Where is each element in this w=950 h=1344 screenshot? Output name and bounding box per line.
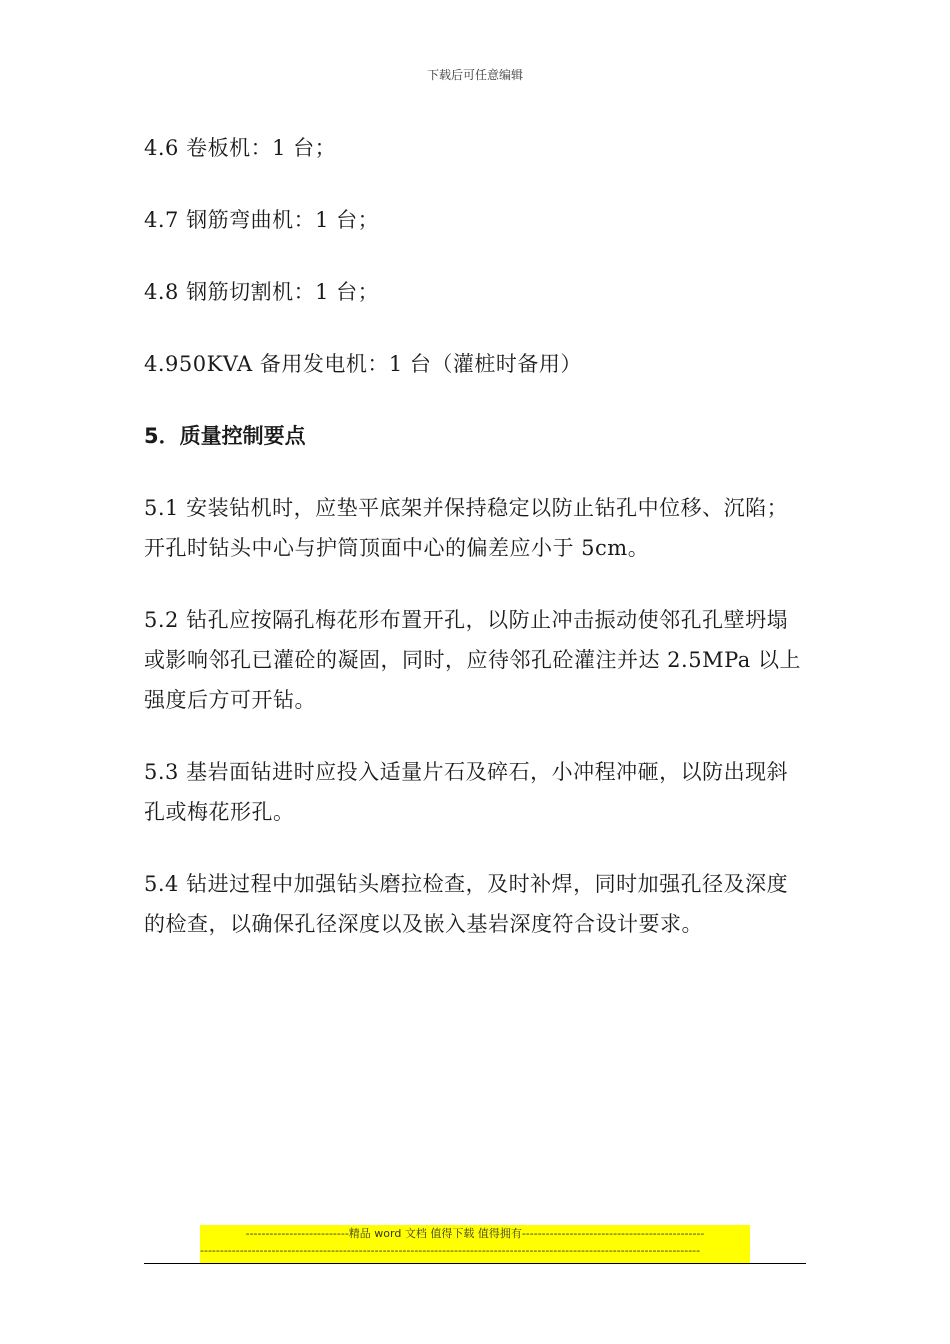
equipment-item-4-7: 4.7 钢筋弯曲机：1 台； bbox=[144, 208, 380, 232]
paragraph-5-3: 5.3 基岩面钻进时应投入适量片石及碎石，小冲程冲砸，以防出现斜孔或梅花形孔。 bbox=[144, 760, 789, 824]
footer-divider bbox=[144, 1263, 806, 1264]
footer-banner-line: --------------------------精品 word 文档 值得下载 值得拥有---------------------------------------------- bbox=[245, 1227, 705, 1240]
paragraph-5-1: 5.1 安装钻机时，应垫平底架并保持稳定以防止钻孔中位移、沉陷；开孔时钻头中心与护筒顶面中心的偏差应小于 5cm。 bbox=[144, 496, 789, 560]
equipment-item-4-8: 4.8 钢筋切割机：1 台； bbox=[144, 280, 380, 304]
section-heading: 5．质量控制要点 bbox=[144, 424, 306, 448]
paragraph-5-2: 5.2 钻孔应按隔孔梅花形布置开孔，以防止冲击振动使邻孔孔壁坍塌或影响邻孔已灌砼的凝固，同时，应待邻孔砼灌注并达 2.5MPa 以上强度后方可开钻。 bbox=[144, 608, 801, 712]
footer-dashed-line: ------------------------------------------------------------------------------------------------------------------------------ bbox=[200, 1244, 701, 1257]
footer-banner bbox=[200, 1225, 750, 1263]
equipment-item-4-6: 4.6 卷板机：1 台； bbox=[144, 136, 337, 160]
document-body bbox=[144, 128, 804, 976]
equipment-item-4-9: 4.950KVA 备用发电机：1 台（灌桩时备用） bbox=[144, 352, 582, 376]
page-header: 下载后可任意编辑 bbox=[426, 68, 523, 82]
paragraph-5-4: 5.4 钻进过程中加强钻头磨拉检查，及时补焊，同时加强孔径及深度的检查，以确保孔径深度以及嵌入基岩深度符合设计要求。 bbox=[144, 872, 789, 936]
